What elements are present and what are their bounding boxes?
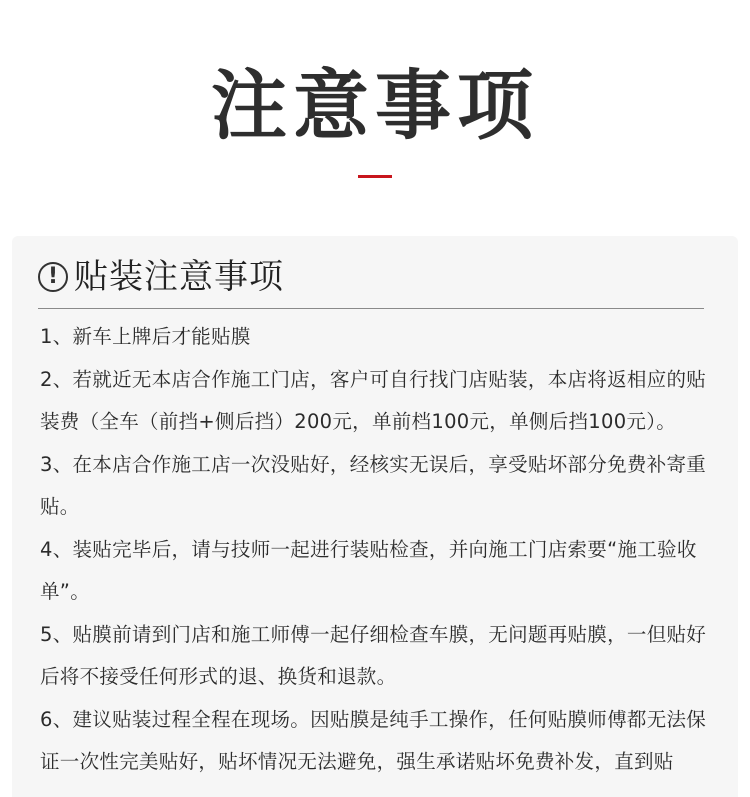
page-title: 注意事项 <box>211 61 539 150</box>
note-item: 5、贴膜前请到门店和施工师傅一起仔细检查车膜，无问题再贴膜，一但贴好后将不接受任何形式的退、换货和退款。 <box>40 622 707 688</box>
note-item: 1、新车上牌后才能贴膜 <box>40 325 251 348</box>
exclamation-circle-icon: ! <box>38 262 68 292</box>
header-divider <box>38 308 704 309</box>
note-item: 6、建议贴装过程全程在现场。因贴膜是纯手工操作，任何贴膜师傅都无法保证一次性完美贴好，贴坏情况无法避免，强生承诺贴坏免费补发，直到贴 <box>40 707 707 773</box>
notes-list <box>40 316 720 784</box>
note-item: 4、装贴完毕后，请与技师一起进行装贴检查，并向施工门店索要“施工验收单”。 <box>40 537 697 603</box>
title-accent-line <box>358 175 392 178</box>
note-item: 2、若就近无本店合作施工门店，客户可自行找门店贴装，本店将返相应的贴装费（全车（前挡+侧后挡）200元，单前档100元，单侧后挡100元）。 <box>40 367 707 433</box>
note-item: 3、在本店合作施工店一次没贴好，经核实无误后，享受贴坏部分免费补寄重贴。 <box>40 452 707 518</box>
card-header <box>38 250 284 304</box>
card-title: 贴装注意事项 <box>74 257 284 297</box>
